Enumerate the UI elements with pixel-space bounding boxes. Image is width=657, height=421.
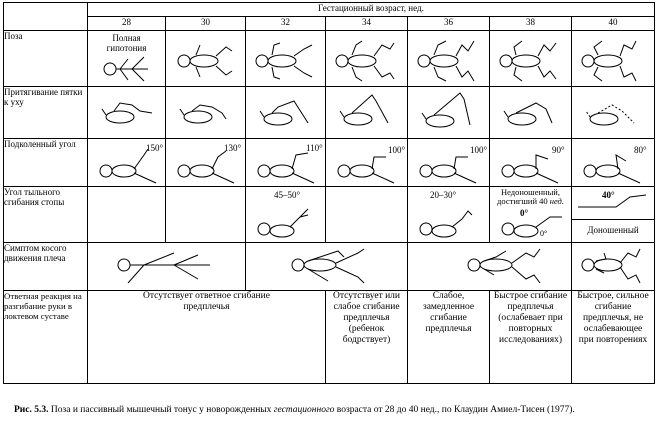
popliteal-32 bbox=[246, 139, 326, 187]
popliteal-30 bbox=[166, 139, 246, 187]
dorsi-38-note bbox=[490, 187, 571, 206]
popliteal-40 bbox=[572, 139, 655, 187]
posture-40 bbox=[572, 31, 655, 87]
popliteal-34-figure bbox=[336, 147, 396, 183]
posture-30-figure bbox=[176, 41, 236, 81]
posture-34 bbox=[326, 31, 408, 87]
dorsi-30 bbox=[166, 187, 246, 243]
label-posture: Поза bbox=[4, 31, 88, 87]
posture-36 bbox=[408, 31, 490, 87]
assessment-table bbox=[3, 2, 655, 384]
popliteal-36-figure bbox=[418, 147, 478, 183]
heel-36-figure bbox=[420, 91, 476, 131]
heel-40 bbox=[572, 87, 655, 139]
label-scarf: Симптом косого движения плеча bbox=[4, 243, 88, 291]
heel-36 bbox=[408, 87, 490, 139]
dorsi-32-angle: 45–50° bbox=[274, 190, 301, 200]
label-recoil: Ответная реакция на разгибание руки в локтевом суставе bbox=[4, 291, 88, 384]
heel-38 bbox=[490, 87, 572, 139]
dorsi-28 bbox=[88, 187, 166, 243]
scarf-28-30-figure bbox=[114, 249, 214, 287]
heel-30-figure bbox=[178, 101, 234, 127]
heel-40-figure bbox=[584, 97, 640, 129]
recoil-40-text: Быстрое, сильное сгибание предплечья, не ослабевающее при повторениях bbox=[577, 291, 649, 345]
heel-32 bbox=[246, 87, 326, 139]
posture-40-figure bbox=[580, 39, 646, 83]
popliteal-38-angle: 90° bbox=[552, 145, 565, 155]
dorsi-38-note-c: нед. bbox=[549, 196, 564, 206]
popliteal-28 bbox=[88, 139, 166, 187]
recoil-34-text: Отсутствует или слабое сгибание предплечья (ребенок бодрствует) bbox=[332, 291, 401, 345]
week-30: 30 bbox=[166, 17, 246, 31]
corner-cell bbox=[4, 3, 88, 31]
dorsi-36 bbox=[408, 187, 490, 243]
recoil-38 bbox=[490, 291, 572, 384]
heel-34-figure bbox=[338, 91, 394, 129]
posture-38-figure bbox=[498, 39, 564, 83]
dorsi-38-angle: 0° bbox=[520, 208, 529, 218]
caption-text-a: Поза и пассивный мышечный тонус у новорожденных bbox=[50, 405, 272, 415]
scarf-40 bbox=[572, 243, 655, 291]
recoil-34 bbox=[326, 291, 408, 384]
popliteal-34-angle: 100° bbox=[388, 145, 406, 155]
label-popliteal: Подколенный угол bbox=[4, 139, 88, 187]
figure-caption bbox=[14, 405, 575, 415]
dorsi-40-angle: 40° bbox=[602, 190, 615, 200]
heel-34 bbox=[326, 87, 408, 139]
popliteal-32-figure bbox=[256, 147, 316, 183]
recoil-28-32 bbox=[88, 291, 326, 384]
scarf-36-38-figure bbox=[464, 247, 550, 287]
popliteal-32-angle: 110° bbox=[306, 143, 323, 153]
week-28: 28 bbox=[88, 17, 166, 31]
popliteal-36-angle: 100° bbox=[470, 145, 488, 155]
posture-32-figure bbox=[254, 41, 318, 81]
popliteal-40-angle: 80° bbox=[634, 145, 647, 155]
dorsi-38-figure bbox=[500, 209, 566, 241]
dorsi-36-angle: 20–30° bbox=[430, 190, 457, 200]
posture-34-figure bbox=[334, 39, 398, 83]
posture-28-text: Полная гипотония bbox=[106, 33, 147, 53]
week-36: 36 bbox=[408, 17, 490, 31]
heel-30 bbox=[166, 87, 246, 139]
popliteal-28-angle: 150° bbox=[146, 143, 164, 153]
recoil-36 bbox=[408, 291, 490, 384]
dorsi-40-figure bbox=[576, 193, 650, 215]
scarf-28-30 bbox=[88, 243, 246, 291]
posture-32 bbox=[246, 31, 326, 87]
posture-28-figure bbox=[102, 53, 152, 85]
dorsi-38-inner-angle: 0° bbox=[540, 229, 548, 238]
week-38: 38 bbox=[490, 17, 572, 31]
posture-38 bbox=[490, 31, 572, 87]
dorsi-40-divider bbox=[572, 219, 654, 220]
scarf-36-38 bbox=[408, 243, 572, 291]
header-title: Гестационный возраст, нед. bbox=[88, 3, 655, 17]
popliteal-34 bbox=[326, 139, 408, 187]
dorsi-32 bbox=[246, 187, 326, 243]
popliteal-38 bbox=[490, 139, 572, 187]
recoil-28-32-text: Отсутствует ответное сгибание предплечья bbox=[143, 291, 270, 312]
label-dorsiflexion: Угол тыльного сгибания стопы bbox=[4, 187, 88, 243]
caption-fig: Рис. 5.3. bbox=[14, 405, 49, 415]
popliteal-28-figure bbox=[98, 147, 158, 183]
scarf-32-34 bbox=[246, 243, 408, 291]
dorsi-40-note: Доношенный bbox=[587, 225, 639, 235]
popliteal-30-figure bbox=[176, 147, 236, 183]
dorsi-34 bbox=[326, 187, 408, 243]
caption-text-b: возраста от 28 до 40 нед., по Клаудин Амиел-Тисен (1977). bbox=[336, 405, 575, 415]
popliteal-40-figure bbox=[582, 147, 642, 183]
heel-32-figure bbox=[258, 95, 314, 129]
heel-28-figure bbox=[100, 101, 156, 127]
week-32: 32 bbox=[246, 17, 326, 31]
dorsi-40 bbox=[572, 187, 655, 243]
popliteal-38-figure bbox=[500, 147, 560, 183]
heel-38-figure bbox=[502, 95, 558, 129]
recoil-40 bbox=[572, 291, 655, 384]
posture-36-figure bbox=[416, 39, 482, 83]
scarf-32-34-figure bbox=[288, 247, 378, 287]
posture-28 bbox=[88, 31, 166, 87]
label-heel-to-ear: Притягивание пятки к уху bbox=[4, 87, 88, 139]
dorsi-38 bbox=[490, 187, 572, 243]
dorsi-38-note-b: достигший 40 bbox=[497, 196, 548, 206]
dorsi-32-figure bbox=[256, 205, 316, 241]
popliteal-30-angle: 130° bbox=[224, 143, 242, 153]
caption-text-italic: гестационного bbox=[273, 405, 335, 415]
scarf-40-figure bbox=[580, 247, 646, 287]
week-34: 34 bbox=[326, 17, 408, 31]
dorsi-36-figure bbox=[418, 205, 478, 241]
heel-28 bbox=[88, 87, 166, 139]
recoil-36-text: Слабое, замедленное сгибание предплечья bbox=[422, 291, 475, 334]
recoil-38-text: Быстрое сгибание предплечья (ослабевает при повторных исследованиях) bbox=[493, 291, 568, 345]
week-40: 40 bbox=[572, 17, 655, 31]
popliteal-36 bbox=[408, 139, 490, 187]
posture-30 bbox=[166, 31, 246, 87]
dorsi-38-note-a: Недоношенный, bbox=[501, 187, 560, 197]
